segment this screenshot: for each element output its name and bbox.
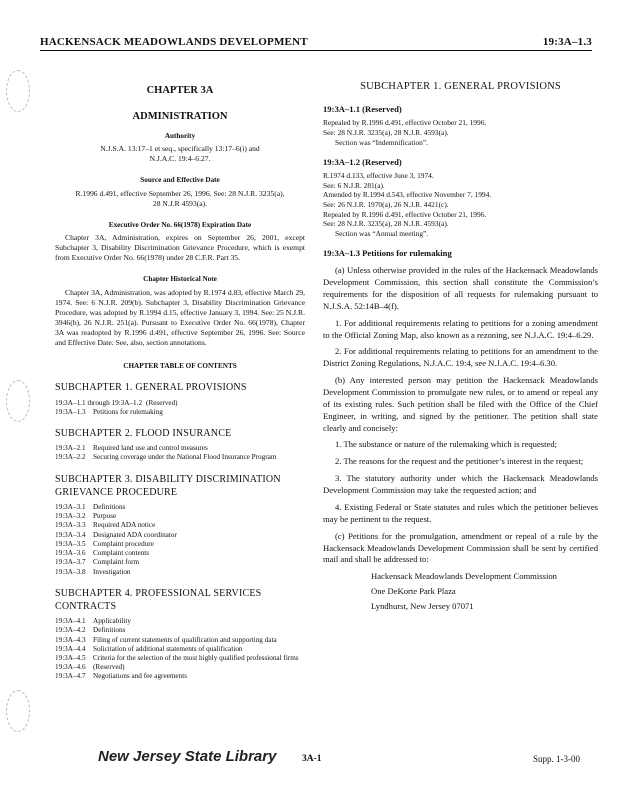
paragraph-b3: 3. The statutory authority under which the Hackensack Meadowlands Development Commission may take the requested action; and <box>323 473 598 496</box>
eo-heading: Executive Order No. 66(1978) Expiration Date <box>108 220 252 229</box>
header-title: HACKENSACK MEADOWLANDS DEVELOPMENT <box>40 36 308 48</box>
toc-subchapter-title: SUBCHAPTER 4. PROFESSIONAL SERVICES CONTRACTS <box>55 587 262 612</box>
toc-row <box>55 444 305 453</box>
note-line: Section was “Indemnification”. <box>335 137 428 147</box>
paragraph-a1: 1. For additional requirements relating to petitions for a zoning amendment to the Official Zoning Map, also known as a rezoning, see N.J.A.C. 19:4–6.29. <box>323 317 598 340</box>
toc-section-number: 19:3A–3.6 <box>55 549 86 558</box>
toc-heading: CHAPTER TABLE OF CONTENTS <box>123 361 237 370</box>
toc-section-number: 19:3A–3.5 <box>55 539 86 548</box>
authority-heading: Authority <box>164 131 196 140</box>
authority-text: N.J.S.A. 13:17–1 et seq., specifically 13:17–6(i) and N.J.A.C. 19:4–6.27. <box>100 144 260 164</box>
toc-section-number: 19:3A–3.2 <box>55 512 86 521</box>
toc-section-number: 19:3A–4.5 <box>55 654 86 663</box>
note-line: See: 28 N.J.R. 3235(a), 28 N.J.R. 4593(a). <box>323 219 449 229</box>
library-stamp: New Jersey State Library <box>98 748 277 765</box>
toc-section-number: 19:3A–4.2 <box>55 626 86 635</box>
note-line: Section was “Annual meeting”. <box>335 228 429 238</box>
toc-row <box>55 531 305 540</box>
paragraph-b1: 1. The substance or nature of the rulemaking which is requested; <box>335 439 558 450</box>
toc-section-number: 19:3A–4.4 <box>55 644 86 653</box>
note-line: R.1974 d.133, effective June 3, 1974. <box>323 171 434 181</box>
note-line: Repealed by R.1996 d.491, effective October 21, 1996. <box>323 118 487 128</box>
toc-row <box>55 540 305 549</box>
subchapter-title: SUBCHAPTER 1. GENERAL PROVISIONS <box>360 81 561 92</box>
toc-row <box>55 453 305 462</box>
table-of-contents <box>55 381 305 681</box>
toc-row <box>55 399 305 408</box>
section-1-1-note <box>323 118 598 147</box>
paragraph-a2: 2. For additional requirements relating to petitions for an amendment to the District Zoning Regulations, N.J.A.C. 19:4, see N.J.A.C. 19:4–6.30. <box>323 346 598 369</box>
address-line: One DeKorte Park Plaza <box>371 586 456 597</box>
toc-section-title: Complaint procedure <box>93 539 154 548</box>
toc-section-number: 19:3A–3.4 <box>55 530 86 539</box>
chapter-title: ADMINISTRATION <box>132 110 228 122</box>
paragraph-b4: 4. Existing Federal or State statutes and rules which the petitioner believes may be pertinent to the request. <box>323 501 598 524</box>
paragraph-b2: 2. The reasons for the request and the petitioner’s interest in the request; <box>335 456 584 467</box>
toc-row <box>55 503 305 512</box>
toc-row <box>55 626 305 635</box>
toc-section-title: Investigation <box>93 567 131 576</box>
chapter-number: CHAPTER 3A <box>146 85 214 96</box>
toc-section-title: Complaint form <box>93 558 140 567</box>
toc-section-title: Negotiations and fee agreements <box>93 672 187 681</box>
toc-section-number: 19:3A–2.1 <box>55 444 86 453</box>
punch-hole-middle <box>6 380 30 422</box>
section-1-1-heading: 19:3A–1.1 (Reserved) <box>323 104 402 115</box>
supplement-date: Supp. 1-3-00 <box>533 754 580 764</box>
toc-section-title: Applicability <box>93 617 131 626</box>
section-1-2-note <box>323 171 598 238</box>
toc-section-number: 19:3A–4.6 <box>55 663 86 672</box>
toc-section-title: (Reserved) <box>93 663 125 672</box>
toc-row <box>55 568 305 577</box>
note-line: Amended by R.1994 d.543, effective November 7, 1994. <box>323 190 492 200</box>
toc-section-number: 19:3A–3.7 <box>55 558 86 567</box>
note-line: See: 26 N.J.R. 1970(a), 26 N.J.R. 4421(c). <box>323 199 449 209</box>
toc-row <box>55 663 305 672</box>
toc-row <box>55 672 305 681</box>
address-line: Hackensack Meadowlands Development Commission <box>371 571 557 582</box>
toc-section-number: 19:3A–3.8 <box>55 567 86 576</box>
source-heading: Source and Effective Date <box>140 176 220 185</box>
toc-section-number: 19:3A–1.3 <box>55 407 86 416</box>
history-text: Chapter 3A, Administration, was adopted by R.1974 d.83, effective March 29, 1974. See: 6 N.J.R. 209(b). Subchapter 3, Disability Discrimination Grievance Procedure, was adopted by R.1994 d.15, effective January 3, 1994. See: 25 N.J.R. 3946(b), 26 N.J.R. 251(a). Pursuant to Executive Order No. 66(1978), Chapter 3A was readopted by R.1996 d.491, effective September 26, 1996. See: Source and Effective Date. See, also, section annotations. <box>55 287 305 347</box>
toc-section-number: 19:3A–3.3 <box>55 521 86 530</box>
toc-section-title: Required land use and control measures <box>93 444 208 453</box>
history-heading: Chapter Historical Note <box>143 275 217 284</box>
toc-section-title: Securing coverage under the National Flood Insurance Program <box>93 453 277 462</box>
toc-section-title: Required ADA notice <box>93 521 156 530</box>
toc-section-title: Petitions for rulemaking <box>93 407 163 416</box>
address-line: Lyndhurst, New Jersey 07071 <box>371 600 474 611</box>
toc-section-number: 19:3A–4.1 <box>55 617 86 626</box>
paragraph-b: (b) Any interested person may petition the Hackensack Meadowlands Development Commission to promulgate new rules, or to amend or repeal any of its existing rules. Such petition shall be filed with the Office of the Chief Engineer, in writing, and signed by the petitioner. The petition shall state clearly and concisely: <box>323 375 598 433</box>
toc-section-title: Purpose <box>93 512 117 521</box>
toc-section-title: Solicitation of additional statements of qualification <box>93 644 243 653</box>
toc-subchapter-title: SUBCHAPTER 3. DISABILITY DISCRIMINATION GRIEVANCE PROCEDURE <box>55 473 281 498</box>
running-header <box>40 36 592 51</box>
toc-section-title: (Reserved) <box>146 398 178 407</box>
toc-section-title: Filing of current statements of qualification and supporting data <box>93 635 277 644</box>
toc-row <box>55 654 305 663</box>
page-number: 3A-1 <box>302 754 322 764</box>
header-section: 19:3A–1.3 <box>542 36 592 48</box>
toc-row <box>55 636 305 645</box>
toc-row <box>55 617 305 626</box>
toc-section-title: Definitions <box>93 626 126 635</box>
punch-hole-top <box>6 70 30 112</box>
note-line: See: 6 N.J.R. 281(a). <box>323 180 385 190</box>
toc-section-number: 19:3A–3.1 <box>55 503 86 512</box>
paragraph-a: (a) Unless otherwise provided in the rules of the Hackensack Meadowlands Development Commission, this section shall constitute the Commission’s requirements for the disposition of all requests for rulemaking pursuant to N.J.S.A. 52:14B–4(f). <box>323 265 598 311</box>
section-1-3-heading: 19:3A–1.3 Petitions for rulemaking <box>323 248 452 259</box>
toc-section-number: 19:3A–4.3 <box>55 635 86 644</box>
toc-row <box>55 512 305 521</box>
eo-text: Chapter 3A, Administration, expires on September 26, 2001, except Subchapter 3, Disability Discrimination Grievance Procedure, which is exempt from Executive Order No. 66(1978) under 28 C.F.R. Part 35. <box>55 233 305 263</box>
toc-section-title: Complaint contents <box>93 549 150 558</box>
toc-row <box>55 549 305 558</box>
toc-subchapter-title: SUBCHAPTER 1. GENERAL PROVISIONS <box>55 382 247 394</box>
toc-row <box>55 521 305 530</box>
note-line: See: 28 N.J.R. 3235(a), 28 N.J.R. 4593(a). <box>323 127 449 137</box>
right-column <box>323 74 598 616</box>
toc-section-number: 19:3A–1.1 through 19:3A–1.2 <box>55 398 143 407</box>
section-1-2-heading: 19:3A–1.2 (Reserved) <box>323 157 402 168</box>
toc-section-number: 19:3A–4.7 <box>55 672 86 681</box>
left-column <box>55 74 305 682</box>
page-footer <box>40 748 592 772</box>
toc-subchapter-title: SUBCHAPTER 2. FLOOD INSURANCE <box>55 428 232 440</box>
toc-row <box>55 558 305 567</box>
note-line: Repealed by R.1996 d.491, effective October 21, 1996. <box>323 209 487 219</box>
toc-section-number: 19:3A–2.2 <box>55 453 86 462</box>
punch-hole-bottom <box>6 690 30 732</box>
toc-row <box>55 645 305 654</box>
source-text: R.1996 d.491, effective September 26, 1996. See: 28 N.J.R. 3235(a), 28 N.J.R 4593(a). <box>75 188 285 208</box>
toc-section-title: Definitions <box>93 503 126 512</box>
paragraph-c: (c) Petitions for the promulgation, amendment or repeal of a rule by the Hackensack Meadowlands Development Commission shall be sent by certified mail and shall be addressed to: <box>323 530 598 565</box>
toc-section-title: Designated ADA coordinator <box>93 530 177 539</box>
toc-row <box>55 408 305 417</box>
toc-section-title: Criteria for the selection of the most highly qualified professional firms <box>93 654 299 663</box>
